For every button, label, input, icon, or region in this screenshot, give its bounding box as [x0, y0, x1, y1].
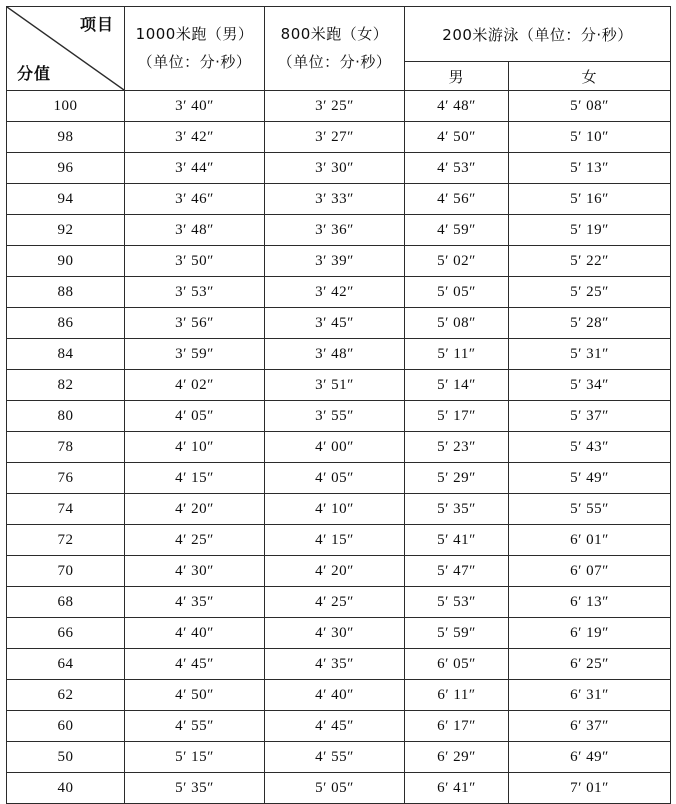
run-female-time: 3′ 55″ [265, 401, 405, 432]
swim-female-time: 7′ 01″ [509, 773, 671, 804]
header-run-male [125, 7, 265, 91]
table-row [7, 153, 671, 184]
swim-female-time: 6′ 49″ [509, 742, 671, 773]
swim-male-time: 5′ 53″ [405, 587, 509, 618]
run-male-time: 4′ 05″ [125, 401, 265, 432]
run-female-time: 4′ 25″ [265, 587, 405, 618]
score-value: 70 [7, 556, 125, 587]
header-swim-male: 男 [405, 62, 509, 91]
swim-male-time: 5′ 02″ [405, 246, 509, 277]
score-value: 90 [7, 246, 125, 277]
table-row [7, 711, 671, 742]
score-value: 50 [7, 742, 125, 773]
header-row-primary [7, 7, 671, 62]
table-row [7, 277, 671, 308]
run-female-time: 4′ 05″ [265, 463, 405, 494]
header-run-male-line2: （单位：分·秒） [137, 52, 252, 71]
score-value: 96 [7, 153, 125, 184]
header-swim-female: 女 [509, 62, 671, 91]
run-female-time: 4′ 40″ [265, 680, 405, 711]
table-row [7, 432, 671, 463]
run-male-time: 4′ 40″ [125, 618, 265, 649]
run-male-time: 4′ 15″ [125, 463, 265, 494]
run-female-time: 4′ 30″ [265, 618, 405, 649]
score-value: 78 [7, 432, 125, 463]
swim-male-time: 5′ 35″ [405, 494, 509, 525]
score-value: 74 [7, 494, 125, 525]
table-row [7, 308, 671, 339]
header-swim-group: 200米游泳（单位：分·秒） [405, 7, 671, 62]
run-female-time: 4′ 00″ [265, 432, 405, 463]
run-female-time: 3′ 48″ [265, 339, 405, 370]
score-value: 82 [7, 370, 125, 401]
run-male-time: 4′ 50″ [125, 680, 265, 711]
run-male-time: 4′ 02″ [125, 370, 265, 401]
run-male-time: 4′ 35″ [125, 587, 265, 618]
score-value: 86 [7, 308, 125, 339]
table-row [7, 184, 671, 215]
run-female-time: 3′ 25″ [265, 91, 405, 122]
header-run-female [265, 7, 405, 91]
swim-female-time: 5′ 19″ [509, 215, 671, 246]
header-run-female-line1: 800米跑（女） [280, 24, 389, 43]
swim-female-time: 5′ 10″ [509, 122, 671, 153]
swim-female-time: 6′ 07″ [509, 556, 671, 587]
score-value: 40 [7, 773, 125, 804]
run-female-time: 3′ 27″ [265, 122, 405, 153]
run-male-time: 4′ 25″ [125, 525, 265, 556]
run-female-time: 4′ 55″ [265, 742, 405, 773]
run-female-time: 3′ 45″ [265, 308, 405, 339]
table-row [7, 463, 671, 494]
score-value: 92 [7, 215, 125, 246]
table-row [7, 587, 671, 618]
swim-male-time: 6′ 11″ [405, 680, 509, 711]
table-row [7, 680, 671, 711]
header-run-male-line1: 1000米跑（男） [135, 24, 254, 43]
table-body [7, 91, 671, 804]
run-female-time: 3′ 33″ [265, 184, 405, 215]
run-female-time: 4′ 10″ [265, 494, 405, 525]
swim-male-time: 4′ 59″ [405, 215, 509, 246]
corner-header-event-label: 项目 [79, 15, 114, 34]
run-female-time: 3′ 30″ [265, 153, 405, 184]
run-male-time: 4′ 30″ [125, 556, 265, 587]
run-female-time: 3′ 42″ [265, 277, 405, 308]
table-row [7, 649, 671, 680]
score-value: 88 [7, 277, 125, 308]
score-value: 72 [7, 525, 125, 556]
swim-male-time: 6′ 29″ [405, 742, 509, 773]
run-male-time: 4′ 45″ [125, 649, 265, 680]
swim-male-time: 4′ 53″ [405, 153, 509, 184]
score-value: 84 [7, 339, 125, 370]
swim-female-time: 6′ 13″ [509, 587, 671, 618]
score-value: 98 [7, 122, 125, 153]
swim-male-time: 5′ 11″ [405, 339, 509, 370]
swim-male-time: 5′ 17″ [405, 401, 509, 432]
run-female-time: 5′ 05″ [265, 773, 405, 804]
run-male-time: 3′ 42″ [125, 122, 265, 153]
swim-female-time: 5′ 49″ [509, 463, 671, 494]
swim-male-time: 5′ 23″ [405, 432, 509, 463]
swim-female-time: 5′ 43″ [509, 432, 671, 463]
corner-header-score-label: 分值 [17, 64, 52, 83]
score-value: 94 [7, 184, 125, 215]
swim-female-time: 5′ 37″ [509, 401, 671, 432]
swim-female-time: 6′ 31″ [509, 680, 671, 711]
swim-female-time: 6′ 37″ [509, 711, 671, 742]
swim-male-time: 5′ 14″ [405, 370, 509, 401]
swim-male-time: 6′ 05″ [405, 649, 509, 680]
swim-female-time: 6′ 01″ [509, 525, 671, 556]
table-row [7, 618, 671, 649]
swim-female-time: 5′ 08″ [509, 91, 671, 122]
swim-male-time: 5′ 47″ [405, 556, 509, 587]
table-row [7, 525, 671, 556]
run-female-time: 4′ 20″ [265, 556, 405, 587]
run-male-time: 3′ 56″ [125, 308, 265, 339]
run-male-time: 4′ 55″ [125, 711, 265, 742]
table-row [7, 215, 671, 246]
run-male-time: 5′ 15″ [125, 742, 265, 773]
swim-male-time: 4′ 48″ [405, 91, 509, 122]
swim-male-time: 5′ 05″ [405, 277, 509, 308]
table-row [7, 246, 671, 277]
score-value: 76 [7, 463, 125, 494]
table-header [7, 7, 671, 91]
swim-female-time: 5′ 55″ [509, 494, 671, 525]
swim-female-time: 6′ 25″ [509, 649, 671, 680]
run-female-time: 3′ 39″ [265, 246, 405, 277]
run-male-time: 4′ 10″ [125, 432, 265, 463]
run-female-time: 4′ 35″ [265, 649, 405, 680]
swim-male-time: 6′ 41″ [405, 773, 509, 804]
swim-male-time: 5′ 59″ [405, 618, 509, 649]
swim-female-time: 5′ 34″ [509, 370, 671, 401]
swim-male-time: 5′ 29″ [405, 463, 509, 494]
run-male-time: 3′ 48″ [125, 215, 265, 246]
table-row [7, 122, 671, 153]
swim-female-time: 6′ 19″ [509, 618, 671, 649]
score-value: 80 [7, 401, 125, 432]
table-row [7, 773, 671, 804]
run-male-time: 3′ 44″ [125, 153, 265, 184]
score-table-container [6, 6, 670, 796]
run-male-time: 3′ 59″ [125, 339, 265, 370]
score-value: 62 [7, 680, 125, 711]
run-female-time: 3′ 51″ [265, 370, 405, 401]
table-row [7, 401, 671, 432]
score-value: 60 [7, 711, 125, 742]
swim-female-time: 5′ 25″ [509, 277, 671, 308]
swim-female-time: 5′ 13″ [509, 153, 671, 184]
swim-male-time: 5′ 08″ [405, 308, 509, 339]
run-female-time: 4′ 15″ [265, 525, 405, 556]
corner-header-cell [7, 7, 125, 91]
swim-male-time: 4′ 50″ [405, 122, 509, 153]
table-row [7, 742, 671, 773]
table-row [7, 556, 671, 587]
swim-female-time: 5′ 16″ [509, 184, 671, 215]
run-female-time: 3′ 36″ [265, 215, 405, 246]
physical-test-score-table [6, 6, 671, 804]
table-row [7, 494, 671, 525]
score-value: 66 [7, 618, 125, 649]
run-male-time: 3′ 46″ [125, 184, 265, 215]
score-value: 64 [7, 649, 125, 680]
swim-female-time: 5′ 28″ [509, 308, 671, 339]
swim-female-time: 5′ 31″ [509, 339, 671, 370]
run-male-time: 4′ 20″ [125, 494, 265, 525]
table-row [7, 339, 671, 370]
table-row [7, 91, 671, 122]
run-male-time: 3′ 40″ [125, 91, 265, 122]
table-row [7, 370, 671, 401]
score-value: 68 [7, 587, 125, 618]
swim-male-time: 6′ 17″ [405, 711, 509, 742]
swim-female-time: 5′ 22″ [509, 246, 671, 277]
swim-male-time: 5′ 41″ [405, 525, 509, 556]
run-male-time: 3′ 50″ [125, 246, 265, 277]
score-value: 100 [7, 91, 125, 122]
swim-male-time: 4′ 56″ [405, 184, 509, 215]
run-female-time: 4′ 45″ [265, 711, 405, 742]
run-male-time: 5′ 35″ [125, 773, 265, 804]
run-male-time: 3′ 53″ [125, 277, 265, 308]
header-run-female-line2: （单位：分·秒） [277, 52, 392, 71]
